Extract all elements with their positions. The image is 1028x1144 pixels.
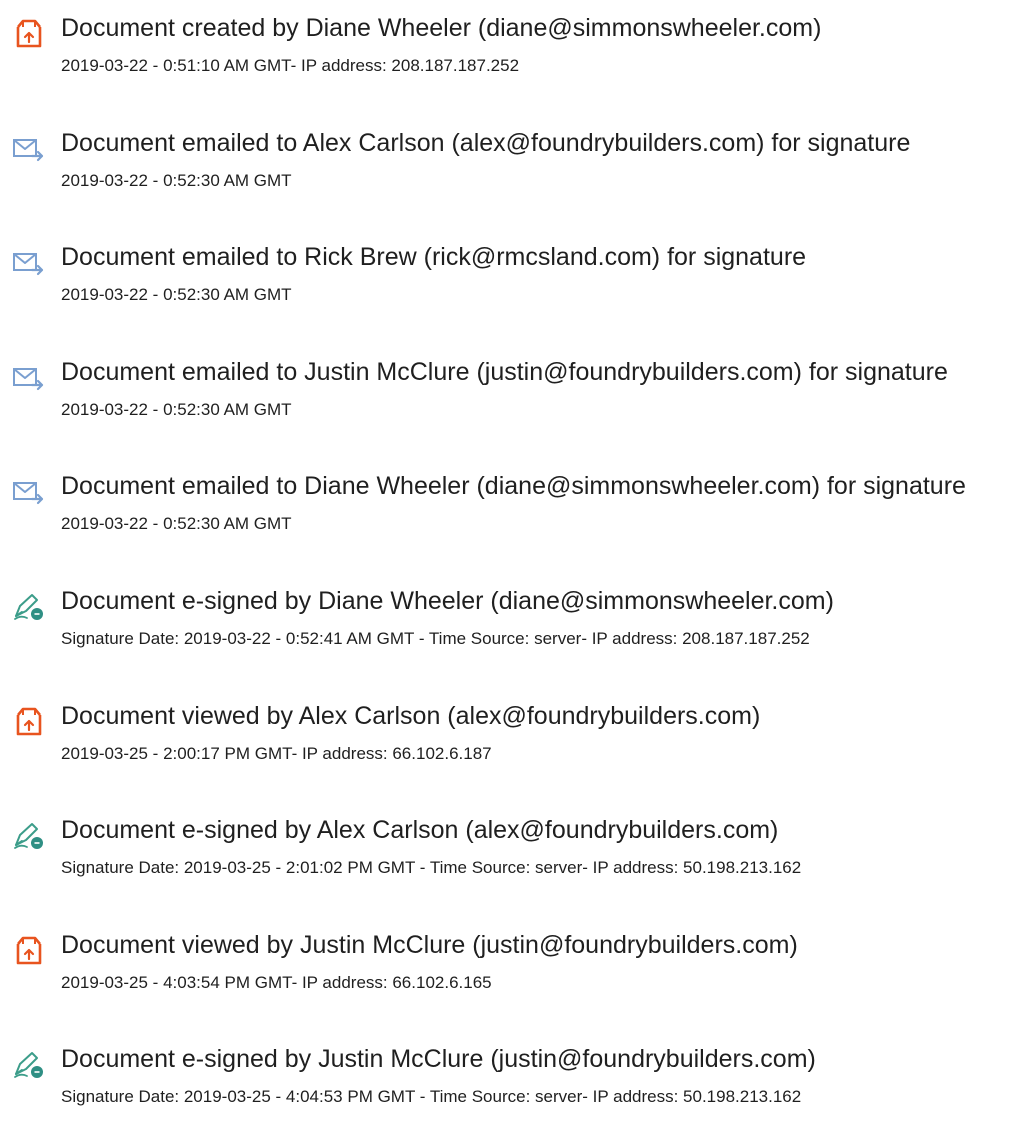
email-sent-icon bbox=[12, 477, 46, 507]
event-detail: 2019-03-25 - 4:03:54 PM GMT- IP address: 66.102.6.165 bbox=[61, 973, 492, 992]
document-viewed-icon bbox=[12, 936, 46, 966]
event-detail: 2019-03-25 - 2:00:17 PM GMT- IP address: 66.102.6.187 bbox=[61, 744, 492, 763]
audit-log-entry bbox=[0, 815, 1028, 915]
audit-log-entry bbox=[0, 586, 1028, 686]
email-sent-icon bbox=[12, 134, 46, 164]
event-detail: Signature Date: 2019-03-25 - 2:01:02 PM GMT - Time Source: server- IP address: 50.198.213.162 bbox=[61, 858, 802, 877]
event-detail: 2019-03-22 - 0:51:10 AM GMT- IP address: 208.187.187.252 bbox=[61, 56, 520, 75]
audit-log-entry bbox=[0, 357, 1028, 457]
event-detail: 2019-03-22 - 0:52:30 AM GMT bbox=[61, 171, 292, 190]
event-title: Document emailed to Rick Brew (rick@rmcsland.com) for signature bbox=[61, 243, 807, 271]
event-detail: Signature Date: 2019-03-22 - 0:52:41 AM GMT - Time Source: server- IP address: 208.187.187.252 bbox=[61, 629, 810, 648]
event-title: Document viewed by Justin McClure (justin@foundrybuilders.com) bbox=[61, 931, 798, 959]
audit-log-entry bbox=[0, 701, 1028, 801]
e-sign-pen-icon bbox=[12, 592, 46, 622]
event-detail: 2019-03-22 - 0:52:30 AM GMT bbox=[61, 400, 292, 419]
document-viewed-icon bbox=[12, 707, 46, 737]
event-title: Document emailed to Justin McClure (justin@foundrybuilders.com) for signature bbox=[61, 358, 948, 386]
event-title: Document emailed to Diane Wheeler (diane@simmonswheeler.com) for signature bbox=[61, 472, 966, 500]
event-detail: 2019-03-22 - 0:52:30 AM GMT bbox=[61, 514, 292, 533]
email-sent-icon bbox=[12, 363, 46, 393]
event-title: Document created by Diane Wheeler (diane@simmonswheeler.com) bbox=[61, 14, 822, 42]
audit-log-entry bbox=[0, 471, 1028, 571]
document-created-icon bbox=[12, 19, 46, 49]
event-detail: Signature Date: 2019-03-25 - 4:04:53 PM GMT - Time Source: server- IP address: 50.198.213.162 bbox=[61, 1087, 802, 1106]
event-title: Document viewed by Alex Carlson (alex@foundrybuilders.com) bbox=[61, 702, 761, 730]
e-sign-pen-icon bbox=[12, 821, 46, 851]
event-title: Document e-signed by Justin McClure (justin@foundrybuilders.com) bbox=[61, 1045, 816, 1073]
audit-log-entry bbox=[0, 242, 1028, 342]
audit-log-entry bbox=[0, 128, 1028, 228]
event-title: Document e-signed by Diane Wheeler (diane@simmonswheeler.com) bbox=[61, 587, 834, 615]
audit-log-entry bbox=[0, 13, 1028, 113]
audit-log-entry bbox=[0, 930, 1028, 1030]
audit-log-entry bbox=[0, 1044, 1028, 1144]
event-detail: 2019-03-22 - 0:52:30 AM GMT bbox=[61, 285, 292, 304]
e-sign-pen-icon bbox=[12, 1050, 46, 1080]
event-title: Document emailed to Alex Carlson (alex@foundrybuilders.com) for signature bbox=[61, 129, 911, 157]
event-title: Document e-signed by Alex Carlson (alex@foundrybuilders.com) bbox=[61, 816, 779, 844]
email-sent-icon bbox=[12, 248, 46, 278]
